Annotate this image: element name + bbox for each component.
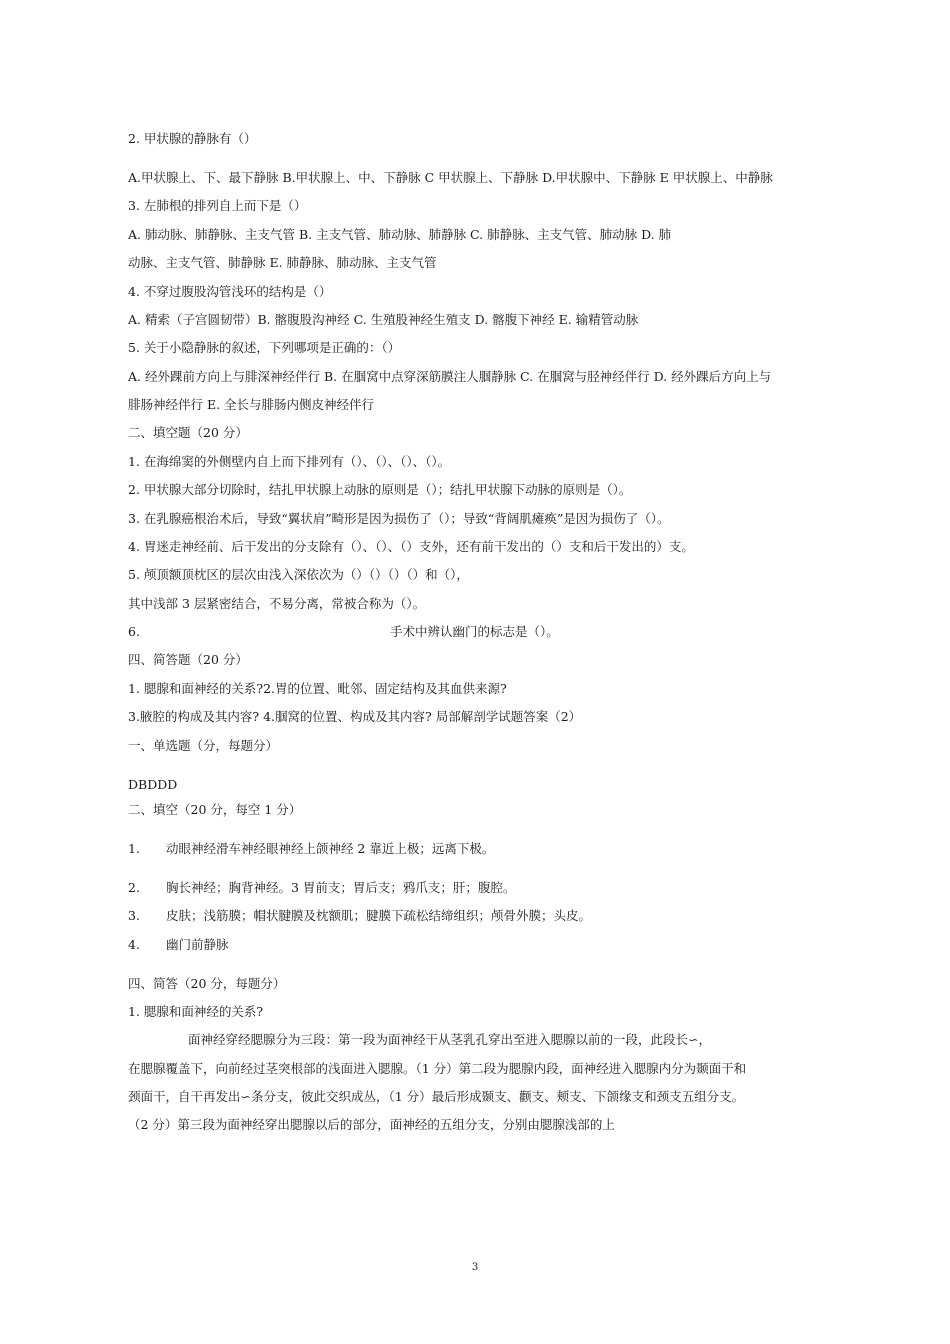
fill-in-1: 1. 在海绵窦的外侧壁内自上而下排列有（）、（）、（）、（）。 (128, 454, 451, 469)
question-2: 2. 甲状腺的静脉有（） (128, 131, 257, 146)
answers-single-choice: DBDDD (128, 777, 178, 792)
question-5: 5. 关于小隐静脉的叙述，下列哪项是正确的：（） (128, 340, 401, 355)
answer-fill-in-4 (128, 936, 828, 954)
answer-short-1-para-line3: 颈面干，自干再发出∽条分支，彼此交织成丛，（1 分）最后形成颞支、颧支、颊支、下颌缘支和颈支五组分支。 (128, 1089, 745, 1104)
answer-fill-in-3 (128, 907, 828, 925)
answer-number: 4. (128, 937, 140, 952)
fill-in-5-continued: 其中浅部 3 层紧密结合，不易分离，常被合称为（）。 (128, 596, 426, 611)
fill-in-6-number: 6. (128, 624, 140, 639)
answer-number: 2. (128, 880, 140, 895)
answer-fill-in-2 (128, 879, 828, 897)
question-3-options-line1: A. 肺动脉、肺静脉、主支气管 B. 主支气管、肺动脉、肺静脉 C. 肺静脉、主支气管、肺动脉 D. 肺 (128, 227, 672, 242)
short-answer-1-2: 1. 腮腺和面神经的关系?2.胃的位置、毗邻、固定结构及其血供来源? (128, 681, 507, 696)
question-3-options-line2: 动脉、主支气管、肺静脉 E. 肺静脉、肺动脉、主支气管 (128, 255, 437, 270)
question-3: 3. 左肺根的排列自上而下是（） (128, 198, 307, 213)
fill-in-2: 2. 甲状腺大部分切除时，结扎甲状腺上动脉的原则是（）；结扎甲状腺下动脉的原则是（）。 (128, 482, 632, 497)
question-4-options: A. 精索（子宫圆韧带）B. 髂腹股沟神经 C. 生殖股神经生殖支 D. 髂腹下神经 E. 输精管动脉 (128, 312, 639, 327)
fill-in-6-text: 手术中辨认幽门的标志是（）。 (390, 624, 559, 639)
question-4: 4. 不穿过腹股沟管浅环的结构是（） (128, 284, 332, 299)
answers-short-answer-heading: 四、简答（20 分，每题分） (128, 976, 286, 991)
question-5-options-line2: 腓肠神经伴行 E. 全长与腓肠内侧皮神经伴行 (128, 397, 375, 412)
answer-fill-in-1 (128, 840, 828, 858)
answer-short-1-para-line2: 在腮腺覆盖下，向前经过茎突根部的浅面进入腮腺。（1 分）第二段为腮腺内段，面神经进入腮腺内分为颞面干和 (128, 1061, 747, 1076)
answers-fill-in-heading: 二、填空（20 分，每空 1 分） (128, 802, 302, 817)
answer-short-1-title: 1. 腮腺和面神经的关系? (128, 1004, 264, 1019)
answer-number: 1. (128, 841, 140, 856)
answer-text: 皮肤；浅筋膜；帽状腱膜及枕额肌；腱膜下疏松结缔组织；颅骨外膜；头皮。 (165, 908, 591, 923)
question-5-options-line1: A. 经外踝前方向上与腓深神经伴行 B. 在腘窝中点穿深筋膜注人腘静脉 C. 在腘窝与胫神经伴行 D. 经外踝后方向上与 (128, 369, 772, 384)
answer-short-1-para-line1: 面神经穿经腮腺分为三段：第一段为面神经干从茎乳孔穿出至进入腮腺以前的一段，此段长∽， (188, 1032, 711, 1047)
fill-in-3: 3. 在乳腺癌根治术后，导致“翼状肩”畸形是因为损伤了（）；导致“背阔肌瘫痪”是因为损伤了（）。 (128, 511, 670, 526)
page-number: 3 (471, 1262, 479, 1273)
section-short-answer-heading: 四、简答题（20 分） (128, 652, 248, 667)
question-2-options: A.甲状腺上、下、最下静脉 B.甲状腺上、中、下静脉 C 甲状腺上、下静脉 D.甲状腺中、下静脉 E 甲状腺上、中静脉 (128, 170, 773, 185)
section-fill-in-heading: 二、填空题（20 分） (128, 425, 248, 440)
answer-text: 胸长神经；胸背神经。3 胃前支；胃后支；鸦爪支；肝；腹腔。 (165, 880, 516, 895)
answer-text: 幽门前静脉 (165, 937, 229, 952)
answer-short-1-para-line4: （2 分）第三段为面神经穿出腮腺以后的部分，面神经的五组分支，分别由腮腺浅部的上 (128, 1117, 615, 1132)
answer-number: 3. (128, 908, 140, 923)
answer-text: 动眼神经滑车神经眼神经上颌神经 2 靠近上极；远离下极。 (165, 841, 495, 856)
fill-in-5: 5. 颅顶额顶枕区的层次由浅入深依次为（）（）（）（）和（）， (128, 567, 469, 582)
short-answer-3-4: 3.腋腔的构成及其内容? 4.腘窝的位置、构成及其内容? 局部解剖学试题答案（2） (128, 709, 582, 724)
fill-in-4: 4. 胃迷走神经前、后干发出的分支除有（）、（）、（）支外，还有前干发出的（）支和后干发出的）支。 (128, 539, 694, 554)
answers-single-choice-heading: 一、单选题（分，每题分） (128, 738, 279, 753)
